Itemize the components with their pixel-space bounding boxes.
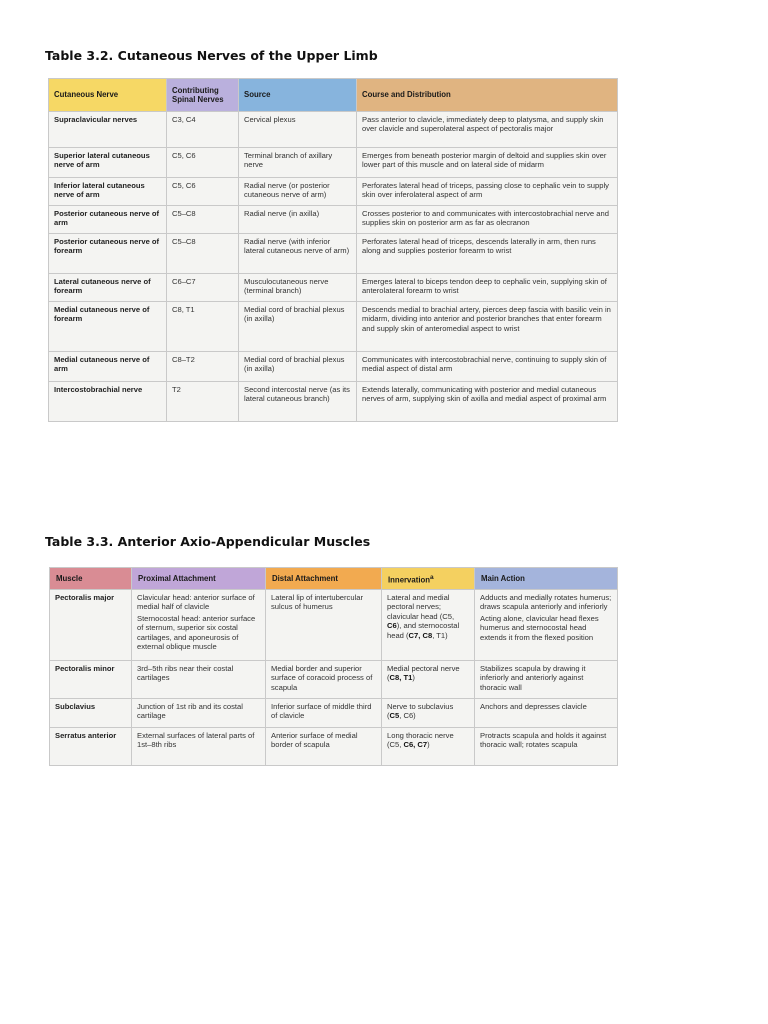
course-distribution: Crosses posterior to and communicates with intercostobrachial nerve and supplies skin on posterior arm as far as olecranon	[357, 206, 618, 234]
muscle-name: Subclavius	[50, 699, 132, 728]
table-row	[49, 352, 618, 382]
proximal-attachment: Junction of 1st rib and its costal cartilage	[132, 699, 266, 728]
nerve-name: Inferior lateral cutaneous nerve of arm	[49, 178, 167, 206]
course-distribution: Communicates with intercostobrachial nerve, continuing to supply skin of medial aspect of distal arm	[357, 352, 618, 382]
main-action: Anchors and depresses clavicle	[475, 699, 618, 728]
header-innervation	[382, 568, 475, 590]
table-row	[49, 382, 618, 422]
innervation-bold: C6, C7	[403, 740, 428, 750]
proximal-clavicular-head: Clavicular head: anterior surface of medial half of clavicle	[137, 593, 255, 612]
table-row	[50, 590, 618, 661]
nerve-source: Radial nerve (with inferior lateral cutaneous nerve of arm)	[239, 234, 357, 274]
table-row	[49, 234, 618, 274]
header-contributing-spinal-nerves: Contributing Spinal Nerves	[167, 79, 239, 112]
innervation-bold: C6	[387, 621, 397, 631]
axio-appendicular-muscles-table	[49, 567, 618, 766]
header-distal-attachment: Distal Attachment	[266, 568, 382, 590]
nerve-name: Medial cutaneous nerve of forearm	[49, 302, 167, 352]
spinal-nerves: C5–C8	[167, 206, 239, 234]
proximal-sternocostal-head: Sternocostal head: anterior surface of sternum, superior six costal cartilages, and aponeurosis of external oblique muscle	[137, 613, 256, 652]
table-row	[49, 206, 618, 234]
main-action: Stabilizes scapula by drawing it inferiorly and anteriorly against thoracic wall	[475, 661, 618, 699]
nerve-name: Medial cutaneous nerve of arm	[49, 352, 167, 382]
course-distribution: Descends medial to brachial artery, pierces deep fascia with basilic vein in midarm, dividing into anterior and posterior branches that enter forearm and supply skin of anteromedial aspect to wrist	[357, 302, 618, 352]
main-action	[475, 590, 618, 661]
nerve-source: Medial cord of brachial plexus (in axilla)	[239, 352, 357, 382]
table-row	[49, 302, 618, 352]
course-distribution: Perforates lateral head of triceps, descends laterally in arm, then runs along and supplies posterior forearm to wrist	[357, 234, 618, 274]
spinal-nerves: C5, C6	[167, 148, 239, 178]
innervation-text: Medial pectoral nerve (	[387, 664, 460, 683]
nerve-source: Medial cord of brachial plexus (in axilla)	[239, 302, 357, 352]
spinal-nerves: C8–T2	[167, 352, 239, 382]
nerve-name: Posterior cutaneous nerve of forearm	[49, 234, 167, 274]
table-3-2-title: Table 3.2. Cutaneous Nerves of the Upper Limb	[45, 48, 378, 63]
spinal-nerves: C6–C7	[167, 274, 239, 302]
header-course-distribution: Course and Distribution	[357, 79, 618, 112]
header-cutaneous-nerve: Cutaneous Nerve	[49, 79, 167, 112]
cutaneous-nerves-table	[48, 78, 618, 422]
course-distribution: Emerges from beneath posterior margin of deltoid and supplies skin over lower part of this muscle and on lateral side of midarm	[357, 148, 618, 178]
table-row	[49, 148, 618, 178]
distal-attachment: Lateral lip of intertubercular sulcus of humerus	[266, 590, 382, 661]
action-secondary: Acting alone, clavicular head flexes humerus and sternocostal head extends it from the flexed position	[480, 613, 599, 642]
spinal-nerves: C5, C6	[167, 178, 239, 206]
course-distribution: Emerges lateral to biceps tendon deep to cephalic vein, supplying skin of anterolateral forearm to wrist	[357, 274, 618, 302]
table-row	[49, 112, 618, 148]
nerve-name: Supraclavicular nerves	[49, 112, 167, 148]
header-proximal-attachment: Proximal Attachment	[132, 568, 266, 590]
footnote-mark: a	[430, 573, 434, 581]
innervation-bold: C5	[389, 711, 400, 721]
innervation-bold: C8, T1	[389, 673, 413, 683]
innervation	[382, 661, 475, 699]
nerve-source: Radial nerve (or posterior cutaneous nerve of arm)	[239, 178, 357, 206]
innervation-text: )	[412, 673, 415, 683]
nerve-name: Intercostobrachial nerve	[49, 382, 167, 422]
innervation-text: ), and sternocostal head (	[387, 621, 460, 640]
main-action: Protracts scapula and holds it against thoracic wall; rotates scapula	[475, 728, 618, 766]
innervation-text: )	[427, 740, 430, 750]
table-row	[49, 274, 618, 302]
innervation-text: Nerve to subclavius (	[387, 702, 454, 721]
action-primary: Adducts and medially rotates humerus; draws scapula anteriorly and inferiorly	[480, 593, 612, 612]
course-distribution: Perforates lateral head of triceps, passing close to cephalic vein to supply skin over inferolateral aspect of arm	[357, 178, 618, 206]
course-distribution: Pass anterior to clavicle, immediately deep to platysma, and supply skin over clavicle and superolateral aspect of pectoralis major	[357, 112, 618, 148]
header-main-action: Main Action	[475, 568, 618, 590]
table-row	[50, 728, 618, 766]
table-row	[50, 699, 618, 728]
innervation	[382, 699, 475, 728]
distal-attachment: Inferior surface of middle third of clavicle	[266, 699, 382, 728]
muscle-name: Serratus anterior	[50, 728, 132, 766]
header-innervation-label: Innervation	[388, 575, 431, 585]
table-3-3-title: Table 3.3. Anterior Axio-Appendicular Muscles	[45, 534, 371, 549]
table-row	[50, 661, 618, 699]
proximal-attachment	[132, 590, 266, 661]
muscle-name: Pectoralis minor	[50, 661, 132, 699]
innervation-text: , T1)	[432, 630, 448, 640]
innervation	[382, 728, 475, 766]
nerve-source: Terminal branch of axillary nerve	[239, 148, 357, 178]
nerve-source: Radial nerve (in axilla)	[239, 206, 357, 234]
spinal-nerves: C8, T1	[167, 302, 239, 352]
header-source: Source	[239, 79, 357, 112]
muscle-name: Pectoralis major	[50, 590, 132, 661]
spinal-nerves: T2	[167, 382, 239, 422]
distal-attachment: Medial border and superior surface of coracoid process of scapula	[266, 661, 382, 699]
nerve-name: Lateral cutaneous nerve of forearm	[49, 274, 167, 302]
proximal-attachment: 3rd–5th ribs near their costal cartilages	[132, 661, 266, 699]
innervation-text: , C6)	[399, 711, 416, 721]
innervation-text: Lateral and medial pectoral nerves; clavicular head (C5,	[387, 593, 455, 621]
table-row	[49, 178, 618, 206]
nerve-source: Musculocutaneous nerve (terminal branch)	[239, 274, 357, 302]
header-muscle: Muscle	[50, 568, 132, 590]
innervation-bold: C7, C8	[408, 630, 433, 640]
innervation	[382, 590, 475, 661]
nerve-name: Posterior cutaneous nerve of arm	[49, 206, 167, 234]
nerve-source: Second intercostal nerve (as its lateral cutaneous branch)	[239, 382, 357, 422]
innervation-text: Long thoracic nerve (C5,	[387, 731, 454, 750]
nerve-source: Cervical plexus	[239, 112, 357, 148]
table-header-row	[49, 79, 618, 112]
distal-attachment: Anterior surface of medial border of scapula	[266, 728, 382, 766]
nerve-name: Superior lateral cutaneous nerve of arm	[49, 148, 167, 178]
table-header-row	[50, 568, 618, 590]
proximal-attachment: External surfaces of lateral parts of 1st–8th ribs	[132, 728, 266, 766]
course-distribution: Extends laterally, communicating with posterior and medial cutaneous nerves of arm, supplying skin of axilla and medial aspect of proximal arm	[357, 382, 618, 422]
spinal-nerves: C3, C4	[167, 112, 239, 148]
spinal-nerves: C5–C8	[167, 234, 239, 274]
